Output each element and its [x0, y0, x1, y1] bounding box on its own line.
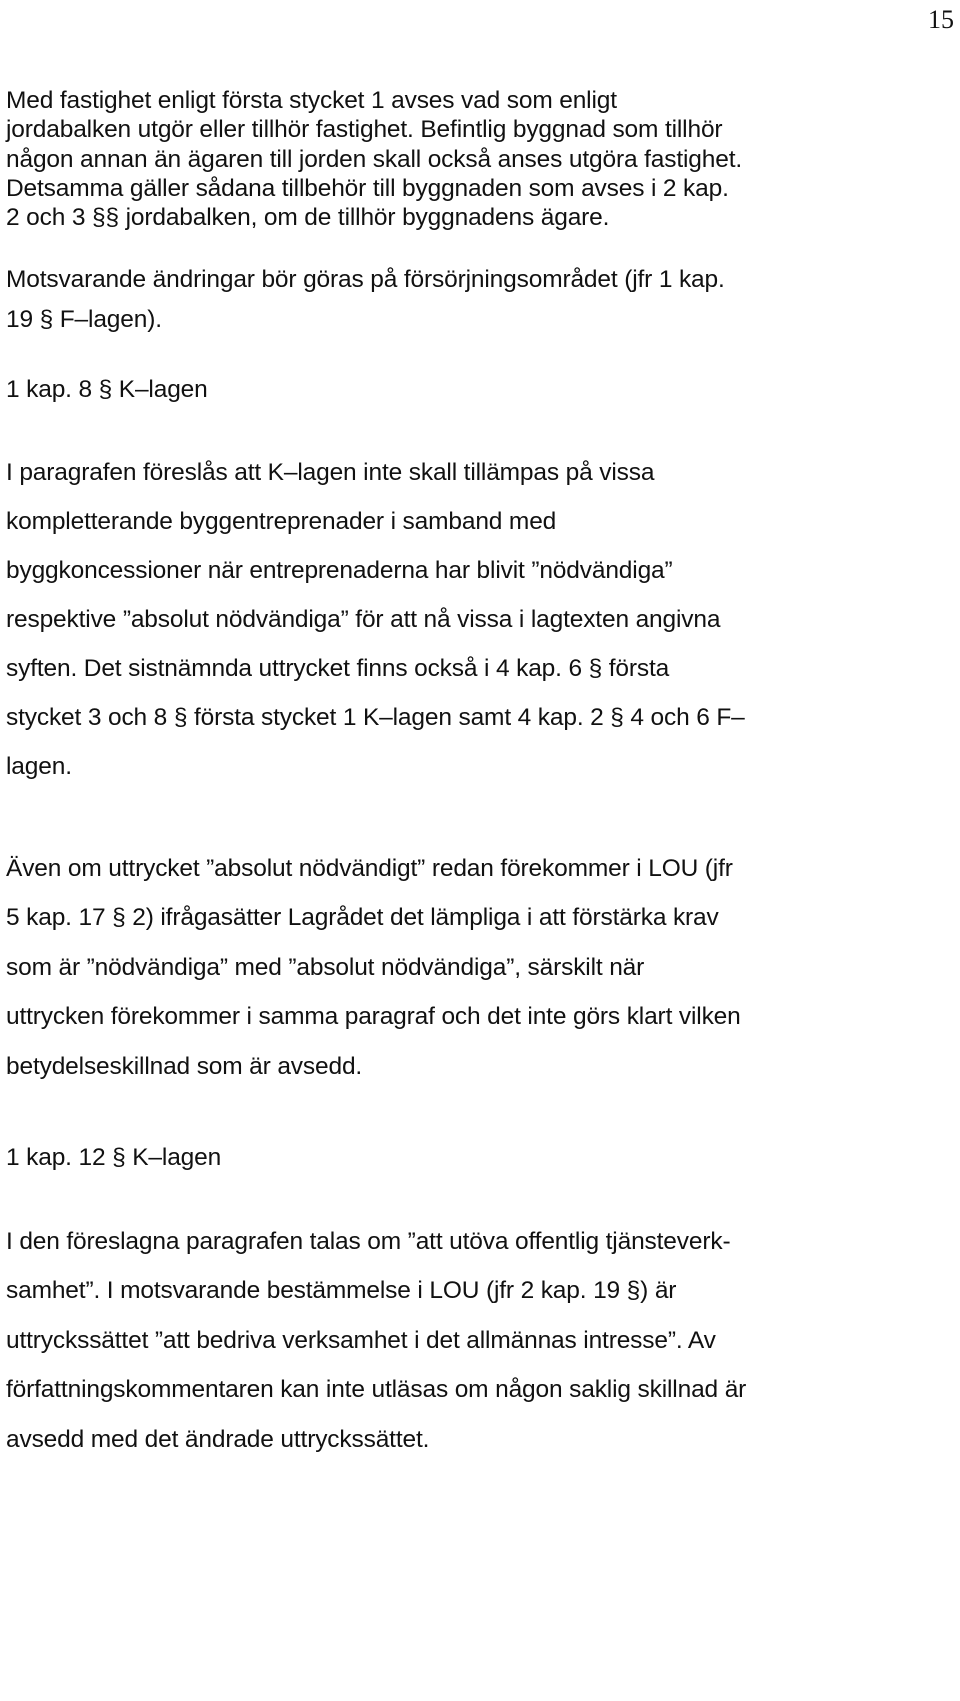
heading-text: 1 kap. 12 § K–lagen: [6, 1144, 222, 1172]
paragraph-lou: [6, 854, 954, 1102]
text-line: kompletterande byggentreprenader i samband med: [6, 507, 557, 535]
section-heading-8: [6, 375, 954, 405]
text-line: jordabalken utgör eller tillhör fastighet. Befintlig byggnad som tillhör: [6, 116, 723, 144]
text-line: respektive ”absolut nödvändiga” för att nå vissa i lagtexten angivna: [6, 605, 721, 633]
text-line: byggkoncessioner när entreprenaderna har blivit ”nödvändiga”: [6, 556, 673, 584]
text-line: uttryckssättet ”att bedriva verksamhet i det allmännas intresse”. Av: [6, 1326, 716, 1354]
text-line: stycket 3 och 8 § första stycket 1 K–lagen samt 4 kap. 2 § 4 och 6 F–: [6, 703, 745, 731]
text-line: avsedd med det ändrade uttryckssättet.: [6, 1425, 430, 1453]
text-line: lagen.: [6, 752, 72, 780]
text-line: uttrycken förekommer i samma paragraf och det inte görs klart vilken: [6, 1003, 741, 1031]
text-line: Med fastighet enligt första stycket 1 avses vad som enligt: [6, 87, 617, 114]
heading-text: 1 kap. 8 § K–lagen: [6, 376, 208, 404]
page-number: 15: [928, 5, 954, 34]
text-line: 2 och 3 §§ jordabalken, om de tillhör byggnadens ägare.: [6, 204, 610, 232]
text-line: I den föreslagna paragrafen talas om ”att utöva offentlig tjänsteverk-: [6, 1227, 731, 1255]
text-line: samhet”. I motsvarande bestämmelse i LOU (jfr 2 kap. 19 §) är: [6, 1277, 677, 1305]
text-line: någon annan än ägaren till jorden skall också anses utgöra fastighet.: [6, 145, 743, 173]
section-heading-12: [6, 1143, 954, 1173]
paragraph-motsvarande: [6, 265, 954, 344]
text-line: betydelseskillnad som är avsedd.: [6, 1052, 363, 1080]
text-line: författningskommentaren kan inte utläsas om någon saklig skillnad är: [6, 1376, 747, 1404]
text-line: Även om uttrycket ”absolut nödvändigt” redan förekommer i LOU (jfr: [6, 854, 733, 882]
text-line: Motsvarande ändringar bör göras på försörjningsområdet (jfr 1 kap.: [6, 266, 725, 294]
text-line: syften. Det sistnämnda uttrycket finns också i 4 kap. 6 § första: [6, 654, 670, 682]
document-body: [6, 86, 954, 1474]
text-line: I paragrafen föreslås att K–lagen inte skall tillämpas på vissa: [6, 458, 655, 486]
paragraph-k-lagen-8: [6, 458, 954, 801]
text-line: Detsamma gäller sådana tillbehör till byggnaden som avses i 2 kap.: [6, 174, 729, 202]
text-line: som är ”nödvändiga” med ”absolut nödvändiga”, särskilt när: [6, 953, 645, 981]
text-line: 5 kap. 17 § 2) ifrågasätter Lagrådet det lämpliga i att förstärka krav: [6, 904, 719, 932]
paragraph-fastighet: [6, 86, 954, 232]
text-line: 19 § F–lagen).: [6, 305, 162, 333]
paragraph-k-lagen-12: [6, 1227, 954, 1475]
